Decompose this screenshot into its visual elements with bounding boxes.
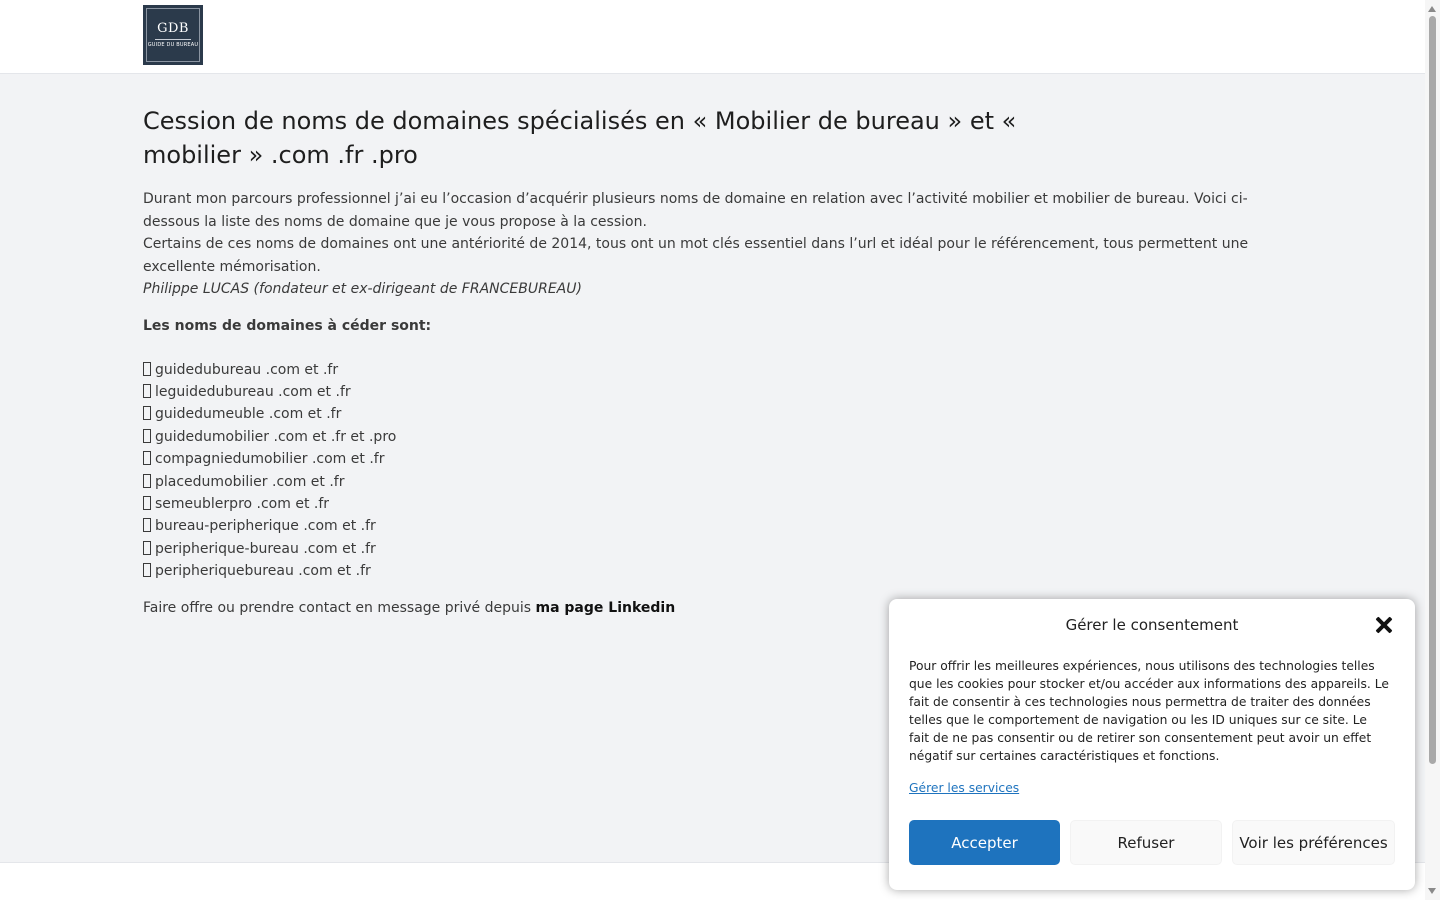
logo-divider bbox=[155, 39, 191, 40]
box-glyph-icon bbox=[143, 384, 151, 398]
view-preferences-button[interactable]: Voir les préférences bbox=[1232, 820, 1395, 865]
domains-list-title: Les noms de domaines à céder sont: bbox=[143, 317, 432, 334]
offer-text: Faire offre ou prendre contact en message privé depuis bbox=[143, 599, 536, 616]
box-glyph-icon bbox=[143, 362, 151, 376]
list-item bbox=[143, 538, 1263, 560]
accept-button[interactable]: Accepter bbox=[909, 820, 1060, 865]
list-item bbox=[143, 448, 1263, 470]
consent-description: Pour offrir les meilleures expériences, nous utilisons des technologies telles que les cookies pour stocker et/ou accéder aux informations des appareils. Le fait de consentir à ces technologies nous permettra de traiter des données telles que le comportement de navigation ou les ID uniques sur ce site. Le fait de ne pas consentir ou de retirer son consentement peut avoir un effet négatif sur certaines caractéristiques et fonctions. bbox=[909, 659, 1389, 763]
box-glyph-icon bbox=[143, 429, 151, 443]
page-scrollbar[interactable] bbox=[1425, 0, 1440, 900]
site-header bbox=[0, 0, 1425, 74]
domain-name: leguidedubureau .com et .fr bbox=[155, 383, 351, 400]
list-item bbox=[143, 560, 1263, 582]
logo-mark: GDB bbox=[157, 21, 189, 36]
list-item bbox=[143, 515, 1263, 537]
box-glyph-icon bbox=[143, 541, 151, 555]
scroll-up-arrow-icon[interactable] bbox=[1428, 6, 1436, 12]
list-item bbox=[143, 359, 1263, 381]
linkedin-link[interactable]: ma page Linkedin bbox=[535, 599, 676, 616]
intro-paragraph-2: Certains de ces noms de domaines ont une antériorité de 2014, tous ont un mot clés essentiel dans l’url et idéal pour le référencement, tous permettent une excellente mémorisation. bbox=[143, 236, 1249, 275]
domain-name: semeublerpro .com et .fr bbox=[155, 495, 330, 512]
manage-services-link[interactable]: Gérer les services bbox=[909, 781, 1020, 795]
box-glyph-icon bbox=[143, 451, 151, 465]
consent-dialog bbox=[889, 599, 1415, 890]
box-glyph-icon bbox=[143, 496, 151, 510]
domain-name: guidedumobilier .com et .fr et .pro bbox=[155, 428, 397, 445]
list-item bbox=[143, 426, 1263, 448]
scrollbar-thumb[interactable] bbox=[1429, 16, 1436, 764]
list-item bbox=[143, 403, 1263, 425]
page-title: Cession de noms de domaines spécialisés en « Mobilier de bureau » et « mobilier » .com .fr .pro bbox=[143, 107, 1017, 169]
domain-name: guidedubureau .com et .fr bbox=[155, 361, 339, 378]
consent-title: Gérer le consentement bbox=[1065, 616, 1239, 634]
domains-list bbox=[143, 359, 1263, 583]
author-signature: Philippe LUCAS (fondateur et ex-dirigeant de FRANCEBUREAU) bbox=[143, 281, 582, 297]
scroll-down-arrow-icon[interactable] bbox=[1428, 888, 1436, 894]
intro-paragraph-1: Durant mon parcours professionnel j’ai eu l’occasion d’acquérir plusieurs noms de domaine en relation avec l’activité mobilier et mobilier de bureau. Voici ci-dessous la liste des noms de domaine que je vous propose à la cession. bbox=[143, 191, 1248, 230]
domain-name: guidedumeuble .com et .fr bbox=[155, 406, 342, 423]
logo-subtitle: GUIDE DU BUREAU bbox=[147, 42, 199, 48]
main-content bbox=[143, 104, 1263, 619]
domain-name: compagniedumobilier .com et .fr bbox=[155, 451, 385, 468]
list-item bbox=[143, 471, 1263, 493]
box-glyph-icon bbox=[143, 518, 151, 532]
list-item bbox=[143, 493, 1263, 515]
domain-name: peripherique-bureau .com et .fr bbox=[155, 540, 376, 557]
list-item bbox=[143, 381, 1263, 403]
intro-text bbox=[143, 188, 1263, 301]
domain-name: placedumobilier .com et .fr bbox=[155, 473, 345, 490]
box-glyph-icon bbox=[143, 563, 151, 577]
domain-name: bureau-peripherique .com et .fr bbox=[155, 518, 376, 535]
domain-name: peripheriquebureau .com et .fr bbox=[155, 563, 371, 580]
site-logo[interactable] bbox=[143, 5, 203, 65]
close-icon[interactable] bbox=[1374, 615, 1394, 635]
box-glyph-icon bbox=[143, 474, 151, 488]
box-glyph-icon bbox=[143, 406, 151, 420]
refuse-button[interactable]: Refuser bbox=[1070, 820, 1222, 865]
